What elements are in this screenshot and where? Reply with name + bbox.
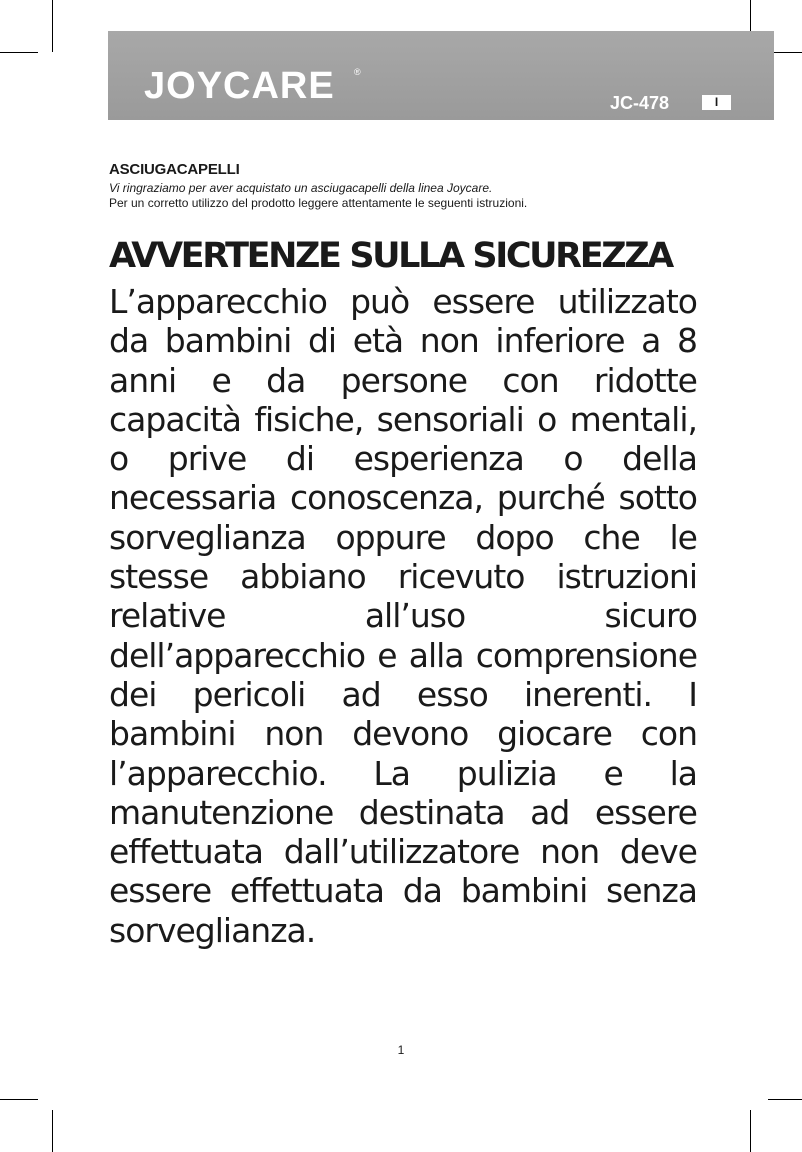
page-number: 1	[397, 1043, 405, 1057]
crop-mark-bottom-left-h	[0, 1099, 38, 1100]
crop-mark-bottom-right-h	[768, 1099, 802, 1100]
model-code: JC-478	[610, 93, 670, 113]
safety-heading: AVVERTENZE SULLA SICUREZZA	[109, 236, 672, 276]
header-banner	[108, 31, 774, 120]
language-badge: I	[702, 95, 731, 110]
instructions-text: Per un corretto utilizzo del prodotto leggere attentamente le seguenti istruzioni.	[109, 196, 528, 210]
safety-body: L’apparecchio può essere utilizzato da bambini di età non inferiore a 8 anni e da persone con ridotte capacità fisiche, sensoriali o mentali, o prive di esperienza o della necessaria conoscenza, purché sotto sorveglianza oppure dopo che le stesse abbiano ricevuto istruzioni relative all’uso sicuro dell’apparecchio e alla comprensione dei pericoli ad esso inerenti. I bambini non devono giocare con l’apparecchio. La pulizia e la manutenzione destinata ad essere effettuata dall’utilizzatore non deve essere effettuata da bambini senza sorveglianza.	[109, 282, 697, 950]
brand-logo: JOYCARE	[144, 65, 335, 107]
crop-mark-top-left-h	[0, 52, 38, 53]
safety-section	[109, 232, 697, 950]
product-title: ASCIUGACAPELLI	[109, 161, 240, 178]
crop-mark-top-right	[750, 0, 751, 32]
crop-mark-bottom-right	[750, 1110, 751, 1152]
thanks-text: Vi ringraziamo per aver acquistato un asciugacapelli della linea Joycare.	[109, 181, 493, 195]
crop-mark-bottom-left	[52, 1110, 53, 1152]
registered-mark: ®	[354, 67, 361, 77]
crop-mark-top-left	[52, 0, 53, 52]
intro-section	[109, 160, 709, 211]
